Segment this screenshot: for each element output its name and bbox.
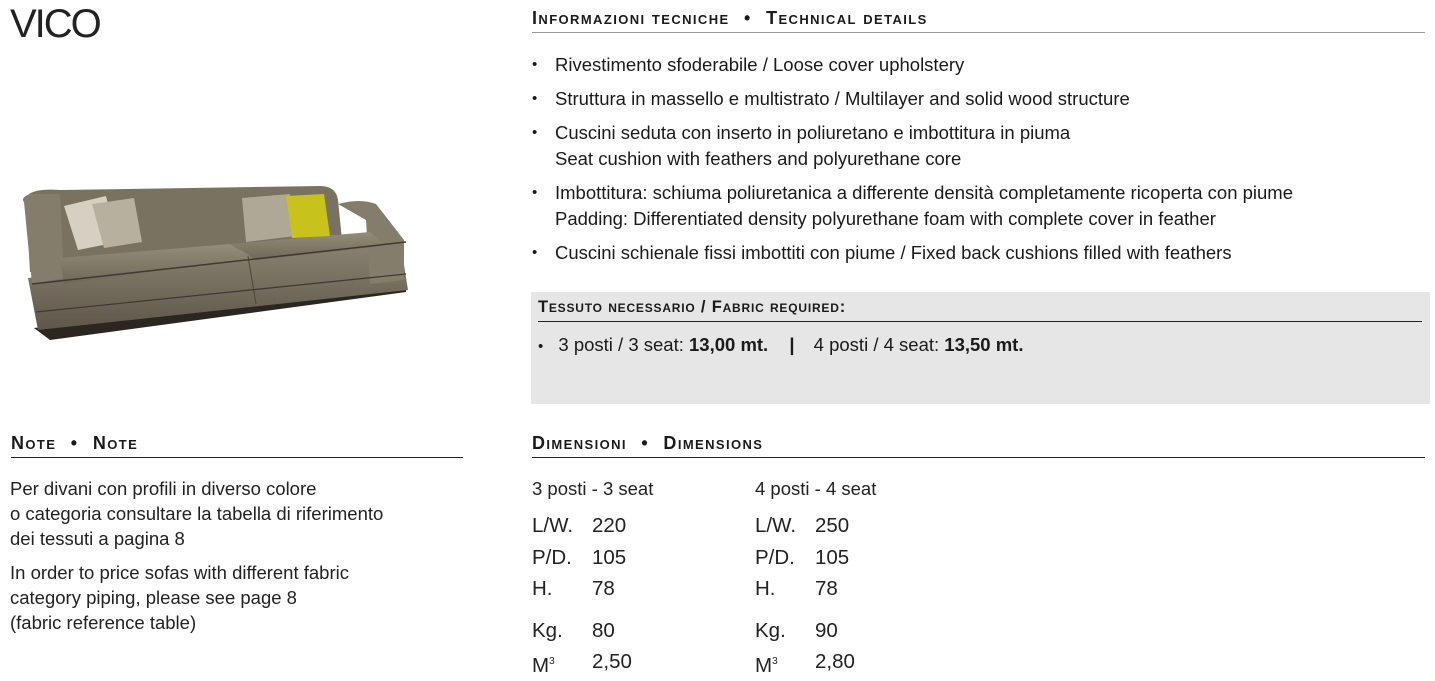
fabric-4-seat-value: 13,50 mt. bbox=[944, 334, 1024, 355]
fabric-divider: | bbox=[789, 334, 795, 355]
dimension-row: L/W. 220 bbox=[532, 514, 627, 537]
dimensions-column-header: 3 posti - 3 seat bbox=[532, 478, 654, 499]
note-heading-it: Note bbox=[11, 433, 57, 453]
sofa-image bbox=[20, 180, 412, 348]
fabric-4-seat-label: 4 posti / 4 seat: bbox=[813, 334, 940, 355]
dimensions-4-seat bbox=[755, 476, 876, 681]
list-item: • Cuscini seduta con inserto in poliuretano e imbottitura in piuma Seat cushion with feathers and polyurethane core bbox=[532, 120, 1425, 172]
dimensions-column-header: 4 posti - 4 seat bbox=[755, 478, 877, 499]
fabric-required-values bbox=[538, 332, 1023, 360]
heading-separator: • bbox=[641, 433, 650, 453]
note-heading-en: Note bbox=[92, 433, 139, 453]
heading-separator: • bbox=[743, 8, 752, 28]
technical-details-list bbox=[532, 52, 1425, 274]
dimension-row: P/D. 105 bbox=[755, 545, 850, 569]
fabric-3-seat-value: 13,00 mt. bbox=[689, 334, 769, 355]
heading-separator: • bbox=[70, 433, 79, 453]
product-title: VICO bbox=[10, 2, 100, 46]
fabric-required-heading: Tessuto necessario / Fabric required: bbox=[538, 297, 1422, 322]
note-text bbox=[10, 476, 470, 644]
fabric-bullet: • bbox=[538, 338, 544, 355]
dimensions-3-seat bbox=[532, 476, 653, 681]
technical-details-heading bbox=[532, 8, 1425, 33]
dimension-row: Kg. 80 bbox=[532, 618, 615, 642]
dimension-row: H. 78 bbox=[532, 577, 615, 600]
note-paragraph-en: In order to price sofas with different fabric category piping, please see page 8 (fabric reference table) bbox=[10, 562, 349, 633]
dimensions-heading-it: Dimensioni bbox=[532, 433, 627, 453]
dimensions-heading bbox=[532, 433, 1425, 458]
list-item: • Struttura in massello e multistrato / Multilayer and solid wood structure bbox=[532, 86, 1425, 112]
technical-heading-en: Technical details bbox=[766, 8, 928, 28]
dimension-row: $M^3$ 2,50 bbox=[532, 650, 632, 677]
dimension-row: Kg. 90 bbox=[755, 618, 838, 642]
list-item: • Rivestimento sfoderabile / Loose cover upholstery bbox=[532, 52, 1425, 78]
dimension-row: $M^3$ 2,80 bbox=[755, 650, 855, 677]
dimensions-heading-en: Dimensions bbox=[663, 433, 764, 453]
note-paragraph-it: Per divani con profili in diverso colore o categoria consultare la tabella di riferimento dei tessuti a pagina 8 bbox=[10, 478, 384, 549]
list-item: • Cuscini schienale fissi imbottiti con piume / Fixed back cushions filled with feathers bbox=[532, 240, 1425, 266]
dimension-row: L/W. 250 bbox=[755, 514, 850, 537]
technical-heading-it: Informazioni tecniche bbox=[532, 8, 730, 28]
dimension-row: P/D. 105 bbox=[532, 545, 627, 569]
list-item: • Imbottitura: schiuma poliuretanica a differente densità completamente ricoperta con piume Padding: Differentiated density polyurethane foam with complete cover in feather bbox=[532, 180, 1425, 232]
dimension-row: H. 78 bbox=[755, 577, 838, 600]
fabric-3-seat-label: 3 posti / 3 seat: bbox=[558, 334, 684, 355]
note-heading bbox=[11, 433, 463, 458]
